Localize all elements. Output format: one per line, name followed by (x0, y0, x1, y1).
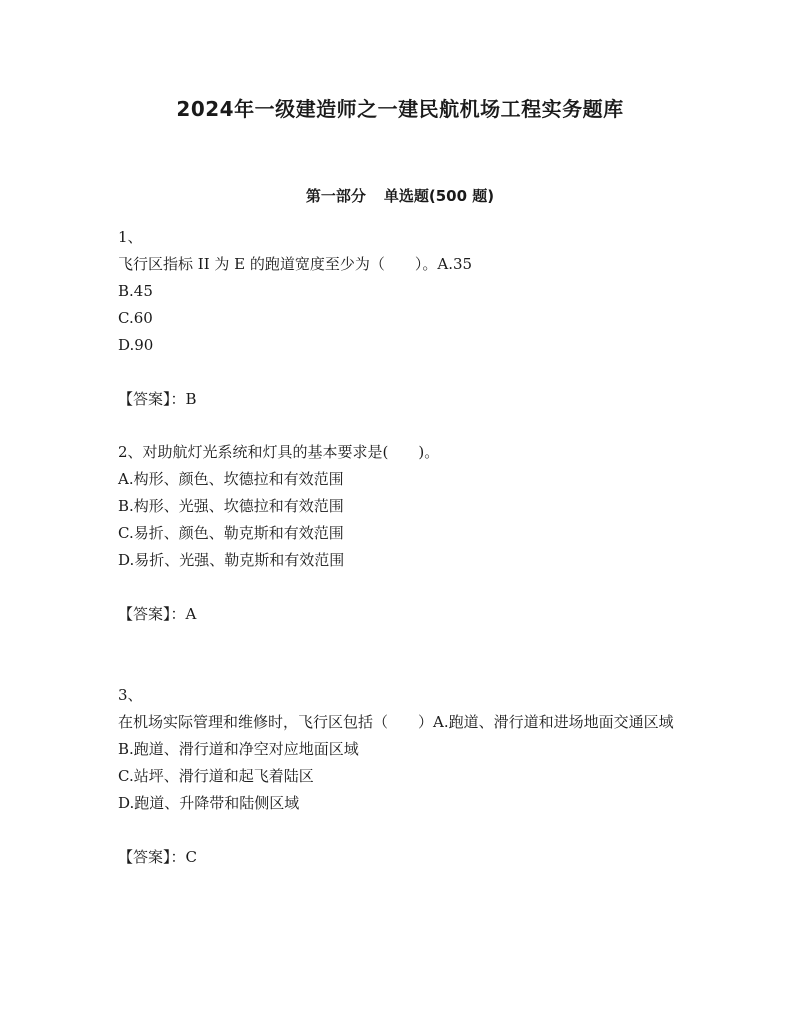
question-stem: 飞行区指标 II 为 E 的跑道宽度至少为（ ）。A.35 (118, 255, 473, 273)
option: C.60 (118, 309, 153, 327)
option: C.站坪、滑行道和起飞着陆区 (118, 767, 314, 785)
question-2 (118, 439, 688, 628)
answer: 【答案】：B (118, 390, 197, 408)
section-heading (0, 184, 800, 208)
option: A.构形、颜色、坎德拉和有效范围 (118, 470, 344, 488)
question-stem: 2、对助航灯光系统和灯具的基本要求是( )。 (118, 443, 440, 461)
question-1 (118, 224, 688, 413)
option: C.易折、颜色、勒克斯和有效范围 (118, 524, 344, 542)
section-label: 第一部分 (305, 187, 366, 205)
option: D.跑道、升降带和陆侧区域 (118, 794, 300, 812)
answer: 【答案】：A (118, 605, 197, 623)
question-number: 1、 (118, 228, 143, 246)
option: D.90 (118, 336, 154, 354)
spacer (118, 655, 688, 682)
option: D.易折、光强、勒克斯和有效范围 (118, 551, 345, 569)
option: B.跑道、滑行道和净空对应地面区域 (118, 740, 359, 758)
question-3 (118, 655, 688, 871)
question-number: 3、 (118, 686, 143, 704)
question-stem: 在机场实际管理和维修时，飞行区包括（ ）A.跑道、滑行道和进场地面交通区域 (118, 713, 674, 731)
question-list (118, 224, 688, 871)
option: B.构形、光强、坎德拉和有效范围 (118, 497, 344, 515)
document-title: 2024年一级建造师之一建民航机场工程实务题库 (176, 97, 624, 121)
answer: 【答案】：C (118, 848, 197, 866)
option: B.45 (118, 282, 153, 300)
section-name: 单选题(500 题) (383, 187, 495, 205)
